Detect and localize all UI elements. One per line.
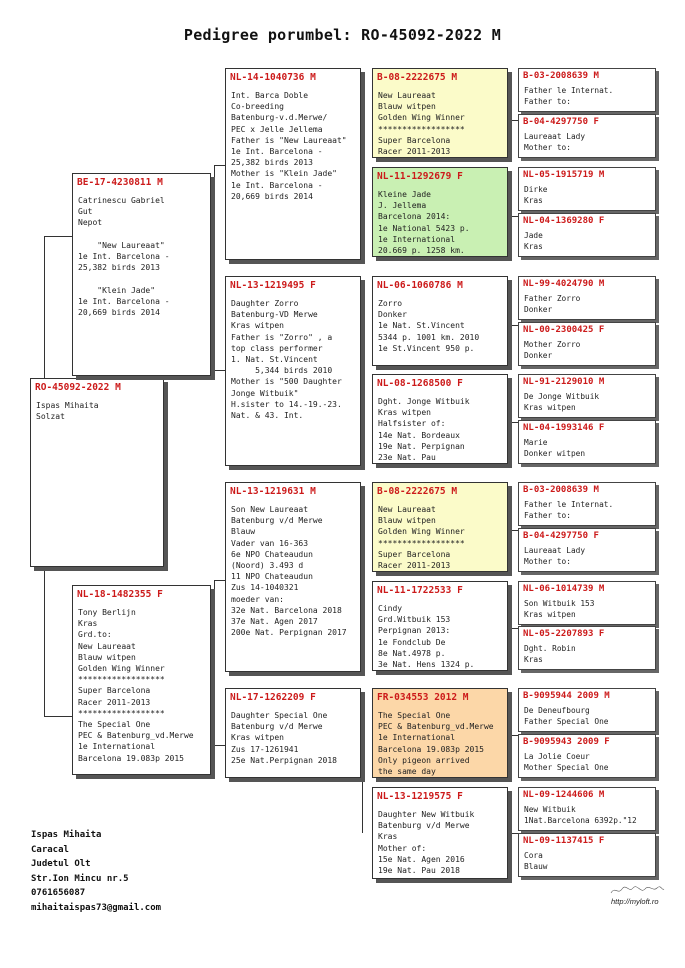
owner-contact	[31, 828, 161, 915]
ring-number: B-03-2008639 M	[523, 71, 599, 81]
g5-card[interactable]	[518, 167, 656, 211]
ring-number: BE-17-4230811 M	[77, 177, 163, 188]
g5-card[interactable]	[518, 528, 656, 572]
owner-email[interactable]: mihaitaispas73@gmail.com	[31, 902, 162, 913]
ssd-card[interactable]	[372, 167, 508, 257]
g5-card[interactable]	[518, 787, 656, 831]
g5-card[interactable]	[518, 213, 656, 257]
pigeon-info: La Jolie Coeur Mother Special One	[524, 752, 609, 772]
g5-card[interactable]	[518, 688, 656, 732]
ring-number: B-04-4297750 F	[523, 531, 599, 541]
connector-line	[44, 566, 45, 716]
signature-image	[609, 884, 665, 896]
owner-city: Caracal	[31, 844, 69, 855]
pigeon-info: Cindy Grd.Witbuik 153 Perpignan 2013: 1e Fondclub De 8e Nat.4978 p. 3e Nat. Hens 1324 p.	[378, 604, 475, 670]
connector-line	[508, 120, 518, 121]
g5-card[interactable]	[518, 276, 656, 320]
pigeon-info: Cora Blauw	[524, 851, 548, 871]
ring-number: NL-05-1915719 M	[523, 170, 605, 180]
g5-card[interactable]	[518, 114, 656, 158]
pigeon-info: Daughter Special One Batenburg v/d Merwe Kras witpen Zus 17-1261941 25e Nat.Perpignan 2018	[231, 711, 337, 765]
sire-dam-card[interactable]	[225, 276, 361, 466]
sire-sire-card[interactable]	[225, 68, 361, 260]
connector-line	[508, 422, 518, 423]
pigeon-info: Laureaat Lady Mother to:	[524, 546, 586, 566]
ring-number: NL-13-1219495 F	[230, 280, 316, 291]
ring-number: RO-45092-2022 M	[35, 382, 121, 393]
sire-card[interactable]	[72, 173, 211, 376]
g5-card[interactable]	[518, 581, 656, 625]
connector-line	[362, 324, 363, 422]
dam-sire-card[interactable]	[225, 482, 361, 672]
footer-link[interactable]: http://myloft.ro	[611, 897, 659, 906]
pigeon-card[interactable]	[30, 378, 164, 567]
owner-county: Judetul Olt	[31, 859, 91, 869]
ring-number: NL-91-2129010 M	[523, 377, 605, 387]
pigeon-info: Daughter Zorro Batenburg-VD Merwe Kras witpen Father is "Zorro" , a top class performer 1. Nat. St.Vincent 5,344 birds 2010 Mother is "500 Daughter Jonge Witbuik" H.sister to 14.-19.-23. Nat. & 43. Int.	[231, 299, 342, 421]
ring-number: NL-13-1219575 F	[377, 791, 463, 802]
pigeon-info: Dirke Kras	[524, 185, 548, 205]
ring-number: NL-00-2300425 F	[523, 325, 605, 335]
pigeon-info: Kleine Jade J. Jellema Barcelona 2014: 1e National 5423 p. 1e International 20.669 p. 1258 km.	[378, 190, 470, 256]
g5-card[interactable]	[518, 68, 656, 112]
connector-line	[44, 236, 72, 237]
pigeon-info: Daughter New Witbuik Batenburg v/d Merwe Kras Mother of: 15e Nat. Agen 2016 19e Nat. Pau 2018	[378, 810, 475, 876]
ring-number: B-9095944 2009 M	[523, 691, 610, 701]
connector-line	[214, 165, 215, 370]
ring-number: NL-04-1993146 F	[523, 423, 605, 433]
connector-line	[508, 628, 518, 629]
connector-line	[214, 370, 225, 371]
g5-card[interactable]	[518, 734, 656, 778]
connector-line	[508, 833, 518, 834]
pigeon-info: Marie Donker witpen	[524, 438, 586, 458]
ring-number: NL-11-1722533 F	[377, 585, 463, 596]
pigeon-info: Int. Barca Doble Co-breeding Batenburg-v.d.Merwe/ PEC x Jelle Jellema Father is "New Laureaat" 1e Int. Barcelona - 25,382 birds 2013 Mother is "Klein Jade" 1e Int. Barcelona - 20,669 birds 2014	[231, 91, 347, 201]
ring-number: NL-06-1014739 M	[523, 584, 605, 594]
connector-line	[508, 216, 518, 217]
g5-card[interactable]	[518, 482, 656, 526]
pigeon-info: New Laureaat Blauw witpen Golden Wing Winner ****************** Super Barcelona Racer 2011-2013	[378, 91, 465, 157]
dam-dam-card[interactable]	[225, 688, 361, 778]
connector-line	[508, 530, 518, 531]
ring-number: NL-99-4024790 M	[523, 279, 605, 289]
pigeon-info: New Laureaat Blauw witpen Golden Wing Winner ****************** Super Barcelona Racer 2011-2013	[378, 505, 465, 571]
pigeon-info: Dght. Jonge Witbuik Kras witpen Halfsister of: 14e Nat. Bordeaux 19e Nat. Perpignan 23e Nat. Pau	[378, 397, 470, 463]
g5-card[interactable]	[518, 322, 656, 366]
owner-street: Str.Ion Mincu nr.5	[31, 873, 129, 884]
ring-number: NL-13-1219631 M	[230, 486, 316, 497]
ring-number: B-08-2222675 M	[377, 486, 458, 497]
ring-number: NL-05-2207893 F	[523, 629, 605, 639]
page-title: Pedigree porumbel: RO-45092-2022 M	[183, 26, 502, 44]
pigeon-info: New Witbuik 1Nat.Barcelona 6392p."12	[524, 805, 637, 825]
dss-card[interactable]	[372, 482, 508, 572]
pigeon-info: De Deneufbourg Father Special One	[524, 706, 609, 726]
ring-number: NL-18-1482355 F	[77, 589, 163, 600]
ring-number: NL-06-1060786 M	[377, 280, 463, 291]
pigeon-info: Ispas Mihaita Solzat	[36, 401, 99, 422]
g5-card[interactable]	[518, 420, 656, 464]
sdd-card[interactable]	[372, 374, 508, 464]
g5-card[interactable]	[518, 626, 656, 670]
ring-number: B-04-4297750 F	[523, 117, 599, 127]
connector-line	[44, 716, 72, 717]
pigeon-info: Jade Kras	[524, 231, 543, 251]
ring-number: NL-09-1244606 M	[523, 790, 605, 800]
ring-number: B-03-2008639 M	[523, 485, 599, 495]
connector-line	[214, 580, 215, 745]
pigeon-info: Laureaat Lady Mother to:	[524, 132, 586, 152]
ring-number: NL-17-1262209 F	[230, 692, 316, 703]
connector-line	[362, 530, 363, 628]
pigeon-info: Dght. Robin Kras	[524, 644, 576, 664]
pigeon-info: De Jonge Witbuik Kras witpen	[524, 392, 600, 412]
pigeon-info: Father le Internat. Father to:	[524, 500, 614, 520]
ring-number: B-9095943 2009 F	[523, 737, 610, 747]
ring-number: NL-04-1369280 F	[523, 216, 605, 226]
dds-card[interactable]	[372, 688, 508, 778]
owner-name: Ispas Mihaita	[31, 830, 102, 840]
pigeon-info: The Special One PEC & Batenburg_vd.Merwe 1e International Barcelona 19.083p 2015 Only pigeon arrived the same day	[378, 711, 494, 777]
connector-line	[362, 735, 363, 833]
sss-card[interactable]	[372, 68, 508, 158]
owner-phone: 0761656087	[31, 888, 86, 898]
ring-number: NL-09-1137415 F	[523, 836, 605, 846]
dsd-card[interactable]	[372, 581, 508, 671]
connector-line	[508, 325, 518, 326]
pigeon-info: Son Witbuik 153 Kras witpen	[524, 599, 595, 619]
connector-line	[508, 735, 518, 736]
ring-number: NL-08-1268500 F	[377, 378, 463, 389]
sds-card[interactable]	[372, 276, 508, 366]
pigeon-info: Son New Laureaat Batenburg v/d Merwe Blauw Vader van 16-363 6e NPO Chateaudun (Noord) 3.493 d 11 NPO Chateaudun Zus 14-1040321 moeder van: 32e Nat. Barcelona 2018 37e Nat. Agen 2017 200e Nat. Perpignan 2017	[231, 505, 347, 638]
dam-card[interactable]	[72, 585, 211, 775]
connector-line	[214, 580, 225, 581]
connector-line	[362, 118, 363, 216]
pigeon-info: Mother Zorro Donker	[524, 340, 581, 360]
ring-number: B-08-2222675 M	[377, 72, 458, 83]
g5-card[interactable]	[518, 374, 656, 418]
connector-line	[214, 165, 225, 166]
g5-card[interactable]	[518, 833, 656, 877]
pigeon-info: Father le Internat. Father to:	[524, 86, 614, 106]
connector-line	[44, 236, 45, 382]
pigeon-info: Father Zorro Donker	[524, 294, 581, 314]
pigeon-info: Zorro Donker 1e Nat. St.Vincent 5344 p. 1001 km. 2010 1e St.Vincent 950 p.	[378, 299, 480, 353]
ring-number: NL-14-1040736 M	[230, 72, 316, 83]
ring-number: FR-034553 2012 M	[377, 692, 469, 703]
ddd-card[interactable]	[372, 787, 508, 879]
pigeon-info: Tony Berlijn Kras Grd.to: New Laureaat Blauw witpen Golden Wing Winner ****************** Super Barcelona Racer 2011-2013 ****************** The Special One PEC & Batenburg_vd.Merwe 1e International Barcelona 19.083p 2015	[78, 608, 194, 763]
connector-line	[214, 745, 225, 746]
ring-number: NL-11-1292679 F	[377, 171, 463, 182]
pigeon-info: Catrinescu Gabriel Gut Nepot "New Laureaat" 1e Int. Barcelona - 25,382 birds 2013 "Klein Jade" 1e Int. Barcelona - 20,669 birds 2014	[78, 196, 170, 318]
